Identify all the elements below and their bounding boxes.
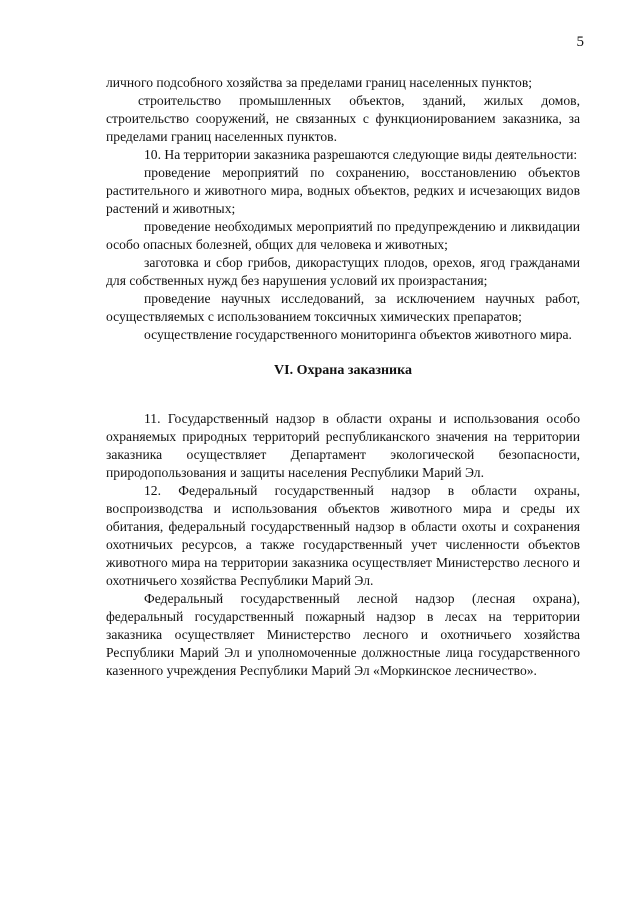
paragraph: проведение мероприятий по сохранению, восстановлению объектов растительного и животного мира, водных объектов, редких и исчезающих видов растений и животных;: [106, 165, 580, 216]
section-heading: VI. Охрана заказника: [274, 363, 412, 378]
paragraph-item-11: 11. Государственный надзор в области охраны и использования особо охраняемых природных территорий республиканского значения на территории заказника осуществляет Департамент экологической безопасности, природопользования и защиты населения Республики Марий Эл.: [106, 411, 580, 480]
paragraph: строительство промышленных объектов, зданий, жилых домов, строительство сооружений, не связанных с функционированием заказника, за пределами границ населенных пунктов.: [106, 93, 580, 144]
paragraph: проведение научных исследований, за исключением научных работ, осуществляемых с использованием токсичных химических препаратов;: [106, 291, 580, 324]
paragraph-item-12: 12. Федеральный государственный надзор в области охраны, воспроизводства и использования объектов животного мира и среды их обитания, федеральный государственный надзор в области охоты и сохранения охотничьих ресурсов, а также государственный учет численности объектов животного мира на территории заказника осуществляет Министерство лесного и охотничьего хозяйства Республики Марий Эл.: [106, 483, 580, 588]
paragraph: личного подсобного хозяйства за пределами границ населенных пунктов;: [106, 75, 533, 90]
page-number: 5: [576, 34, 584, 50]
paragraph: Федеральный государственный лесной надзор (лесная охрана), федеральный государственный пожарный надзор в лесах на территории заказника осуществляет Министерство лесного и охотничьего хозяйства Республики Марий Эл и уполномоченные должностные лица государственного казенного учреждения Республики Марий Эл «Моркинское лесничество».: [106, 591, 580, 678]
paragraph-item-10: 10. На территории заказника разрешаются следующие виды деятельности:: [144, 147, 578, 162]
paragraph: осуществление государственного мониторинга объектов животного мира.: [144, 327, 572, 342]
document-body: [106, 74, 580, 680]
paragraph: заготовка и сбор грибов, дикорастущих плодов, орехов, ягод гражданами для собственных нужд без нарушения условий их произрастания;: [106, 255, 580, 288]
paragraph: проведение необходимых мероприятий по предупреждению и ликвидации особо опасных болезней, общих для человека и животных;: [106, 219, 580, 252]
